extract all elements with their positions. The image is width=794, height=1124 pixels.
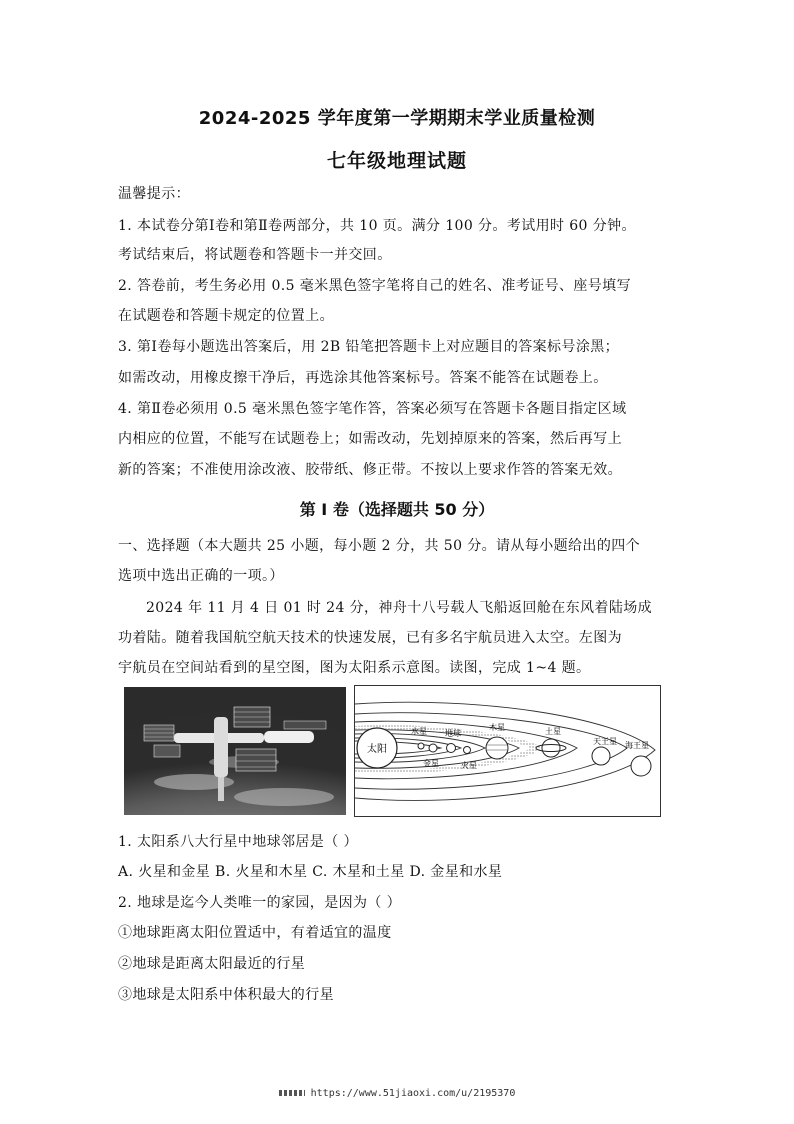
question-2: 2. 地球是迄今人类唯一的家园，是因为（ ） — [118, 895, 402, 911]
section-title: 第 I 卷（选择题共 50 分） — [299, 500, 495, 519]
passage-line: 功着陆。随着我国航空航天技术的快速发展，已有多名宇航员进入太空。左图为 — [118, 630, 622, 646]
notice-line: 1. 本试卷分第Ⅰ卷和第Ⅱ卷两部分，共 10 页。满分 100 分。考试用时 60 分钟。 — [118, 218, 636, 234]
question-1-options: A. 火星和金星 B. 火星和木星 C. 木星和土星 D. 金星和水星 — [118, 864, 503, 880]
venus-label: 金星 — [423, 759, 439, 768]
solar-system-svg — [355, 686, 660, 816]
venus-shape — [429, 744, 437, 752]
footer — [0, 1088, 794, 1099]
mercury-label: 水星 — [411, 727, 427, 736]
space-station-illustration — [124, 687, 346, 815]
section-instruction: 一、选择题（本大题共 25 小题，每小题 2 分，共 50 分。请从每小题给出的四个 — [118, 538, 641, 554]
footer-url[interactable]: https://www.51jiaoxi.com/u/2195370 — [310, 1088, 516, 1099]
passage-line: 宇航员在空间站看到的星空图，图为太阳系示意图。读图，完成 1~4 题。 — [118, 660, 591, 676]
uranus-shape — [592, 747, 610, 765]
jupiter-shape — [486, 737, 508, 759]
question-2-statement: ③地球是太阳系中体积最大的行星 — [118, 987, 334, 1003]
notice-line: 如需改动，用橡皮擦干净后，再选涂其他答案标号。答案不能答在试题卷上。 — [118, 370, 608, 386]
sun-label: 太阳 — [367, 744, 387, 755]
question-2-statement: ①地球距离太阳位置适中，有着适宜的温度 — [118, 925, 392, 941]
notice-line: 新的答案；不准使用涂改液、胶带纸、修正带。不按以上要求作答的答案无效。 — [118, 462, 622, 478]
jupiter-label: 木星 — [489, 723, 505, 732]
mars-label: 火星 — [461, 761, 477, 770]
notice-line: 内相应的位置，不能写在试题卷上；如需改动，先划掉原来的答案，然后再写上 — [118, 431, 622, 447]
uranus-label: 天王星 — [593, 737, 617, 746]
exam-subtitle: 七年级地理试题 — [326, 150, 467, 172]
space-station-photo — [124, 687, 346, 815]
saturn-label: 土星 — [545, 727, 561, 736]
mars-shape — [464, 747, 471, 754]
solar-system-diagram — [354, 685, 661, 817]
notice-line: 4. 第Ⅱ卷必须用 0.5 毫米黑色签字笔作答，答案必须写在答题卡各题目指定区域 — [118, 401, 627, 417]
site-logo-icon — [279, 1090, 305, 1096]
question-2-statement: ②地球是距离太阳最近的行星 — [118, 956, 306, 972]
exam-title: 2024-2025 学年度第一学期期末学业质量检测 — [198, 108, 596, 129]
section-instruction: 选项中选出正确的一项。） — [118, 568, 284, 584]
notice-line: 3. 第Ⅰ卷每小题选出答案后，用 2B 铅笔把答题卡上对应题目的答案标号涂黑； — [118, 339, 620, 355]
notice-line: 考试结束后，将试题卷和答题卡一并交回。 — [118, 247, 392, 263]
passage-line: 2024 年 11 月 4 日 01 时 24 分，神舟十八号载人飞船返回舱在东风着陆场成 — [146, 600, 653, 616]
mercury-shape — [418, 743, 424, 749]
notice-label: 温馨提示： — [118, 186, 190, 202]
saturn-shape — [542, 739, 560, 757]
notice-line: 2. 答卷前，考生务必用 0.5 毫米黑色签字笔将自己的姓名、准考证号、座号填写 — [118, 278, 631, 294]
question-1: 1. 太阳系八大行星中地球邻居是（ ） — [118, 834, 358, 850]
notice-line: 在试题卷和答题卡规定的位置上。 — [118, 308, 334, 324]
earth-label: 地球 — [445, 729, 461, 738]
neptune-label: 海王星 — [625, 741, 649, 750]
earth-shape — [447, 744, 456, 753]
neptune-shape — [631, 756, 651, 776]
